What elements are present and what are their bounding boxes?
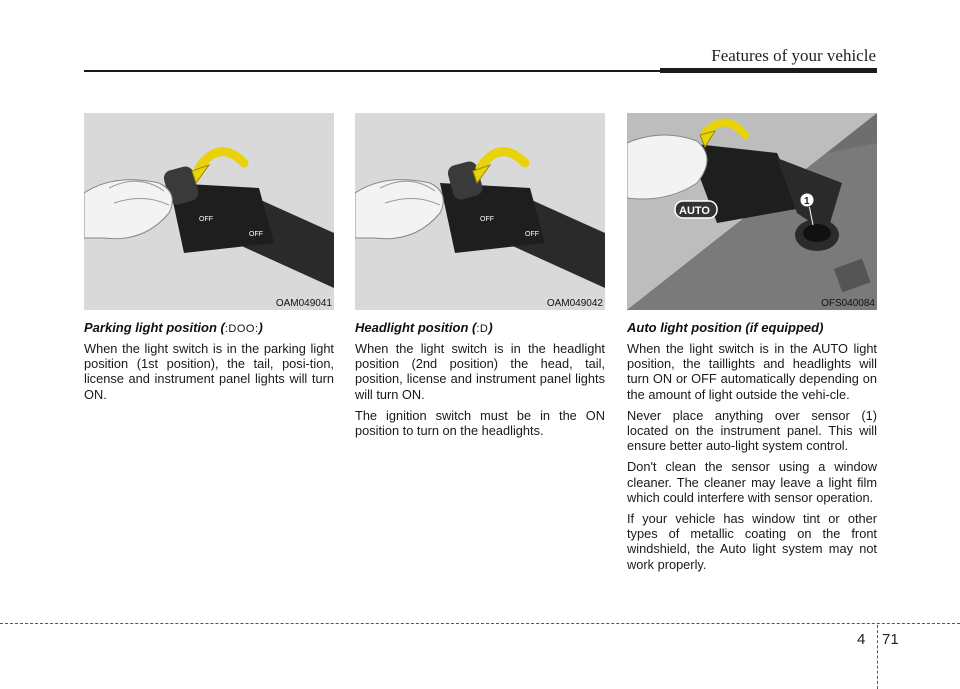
caption-auto-light: Auto light position (if equipped) xyxy=(627,320,824,335)
auto-label: AUTO xyxy=(679,205,710,217)
figure-parking-light xyxy=(84,113,334,310)
section-title: Features of your vehicle xyxy=(711,46,876,65)
auto-light-illustration xyxy=(627,113,877,310)
paragraph: When the light switch is in the parking light position (1st position), the tail, posi-tion, license and instrument panel lights will turn ON. xyxy=(84,341,334,402)
paragraph: Don't clean the sensor using a window cleaner. The cleaner may leave a light film which could interfere with sensor operation. xyxy=(627,459,877,505)
column-parking-light xyxy=(84,113,334,408)
sensor-callout: 1 xyxy=(804,196,810,207)
light-switch-illustration xyxy=(84,113,334,310)
paragraph: Never place anything over sensor (1) located on the instrument panel. This will ensure better auto-light system control. xyxy=(627,407,877,454)
paragraph: If your vehicle has window tint or other types of metallic coating on the front windshield, the Auto light system may not work properly. xyxy=(627,511,877,572)
off-label-2: OFF xyxy=(525,231,539,238)
page-number: 71 xyxy=(882,631,899,648)
caption-headlight: Headlight position (:D) xyxy=(355,320,493,335)
figure-code: OFS040084 xyxy=(821,298,875,309)
paragraph: When the light switch is in the headlight position (2nd position) the head, tail, position, license and instrument panel lights will turn ON. xyxy=(355,341,605,402)
figure-headlight xyxy=(355,113,605,310)
paragraph: The ignition switch must be in the ON position to turn on the headlights. xyxy=(355,407,605,439)
figure-code: OAM049042 xyxy=(546,298,603,309)
header-rule-accent xyxy=(660,68,877,73)
footer-rule xyxy=(0,623,960,624)
paragraph: When the light switch is in the AUTO light position, the taillights and headlights will turn ON or OFF automatically depending on the amount of light outside the vehi-cle. xyxy=(627,341,877,402)
column-headlight xyxy=(355,113,605,444)
page-number-divider xyxy=(877,625,878,689)
off-label-2: OFF xyxy=(249,231,263,238)
off-label-1: OFF xyxy=(480,216,494,223)
light-switch-illustration xyxy=(355,113,605,310)
off-label-1: OFF xyxy=(199,216,213,223)
figure-code: OAM049041 xyxy=(275,298,332,309)
caption-parking-light: Parking light position (:DOO:) xyxy=(84,320,263,335)
figure-auto-light xyxy=(627,113,877,310)
chapter-number: 4 xyxy=(857,631,866,648)
column-auto-light xyxy=(627,113,877,578)
parking-light-icon: :DOO: xyxy=(224,323,259,335)
headlight-icon: :D xyxy=(476,323,489,335)
